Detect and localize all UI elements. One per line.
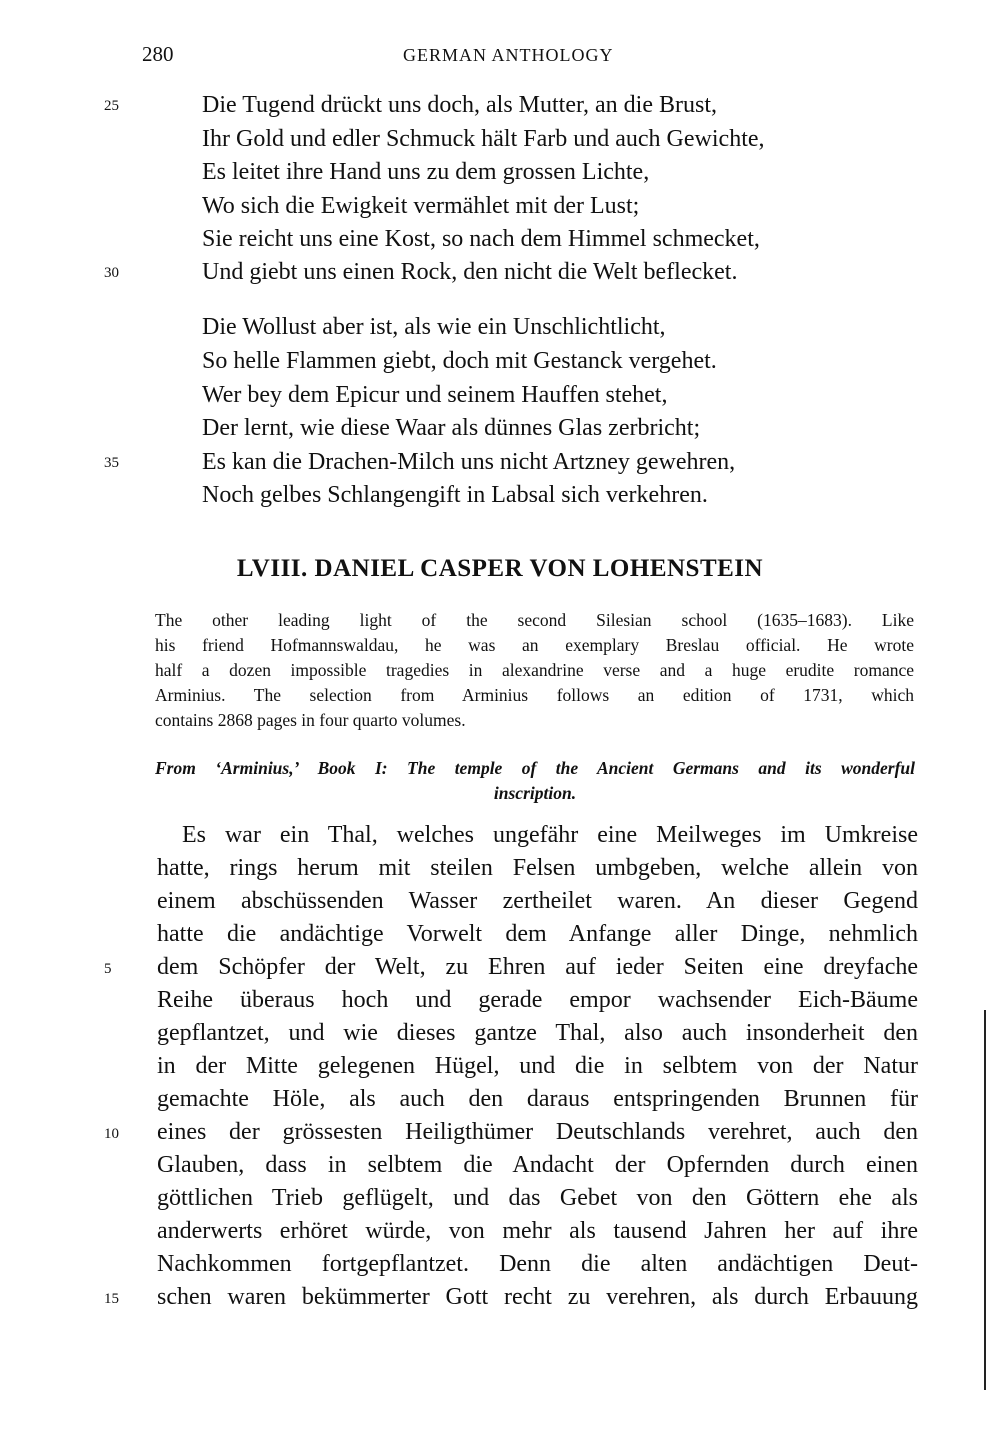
- line-number: 35: [104, 455, 119, 471]
- prose-line: gepflantzet, und wie dieses gantze Thal, also auch insonderheit den: [157, 1020, 918, 1046]
- caption-line: From ‘Arminius,’ Book I: The temple of the Ancient Germans and its wonderful: [155, 758, 915, 778]
- prose-line: dem Schöpfer der Welt, zu Ehren auf ieder Seiten eine dreyfache: [157, 954, 918, 980]
- intro-line: half a dozen impossible tragedies in alexandrine verse and a huge erudite romance: [155, 660, 914, 680]
- caption-line: inscription.: [493, 783, 577, 803]
- verse-line: Wo sich die Ewigkeit vermählet mit der Lust;: [202, 193, 640, 219]
- verse-line: Die Tugend drückt uns doch, als Mutter, an die Brust,: [202, 92, 717, 118]
- prose-line: Es war ein Thal, welches ungefähr eine Meilweges im Umkreise: [182, 822, 918, 848]
- verse-line: Es kan die Drachen-Milch uns nicht Artzney gewehren,: [202, 449, 736, 475]
- intro-line: Arminius. The selection from Arminius follows an edition of 1731, which: [155, 685, 914, 705]
- intro-line: his friend Hofmannswaldau, he was an exemplary Breslau official. He wrote: [155, 635, 914, 655]
- intro-line: The other leading light of the second Silesian school (1635–1683). Like: [155, 610, 914, 630]
- prose-line: in der Mitte gelegenen Hügel, und die in selbtem von der Natur: [157, 1053, 918, 1079]
- verse-line: Sie reicht uns eine Kost, so nach dem Himmel schmecket,: [202, 226, 760, 252]
- verse-line: Noch gelbes Schlangengift in Labsal sich verkehren.: [202, 482, 708, 508]
- line-number: 30: [104, 265, 119, 281]
- line-number: 15: [104, 1291, 119, 1307]
- prose-line: gemachte Höle, als auch den daraus entspringenden Brunnen für: [157, 1086, 918, 1112]
- verse-line: Ihr Gold und edler Schmuck hält Farb und auch Gewichte,: [202, 126, 765, 152]
- verse-line: Und giebt uns einen Rock, den nicht die Welt beflecket.: [202, 259, 738, 285]
- intro-line: contains 2868 pages in four quarto volumes.: [155, 710, 466, 730]
- prose-line: anderwerts erhöret würde, von mehr als tausend Jahren her auf ihre: [157, 1218, 918, 1244]
- verse-line: Die Wollust aber ist, als wie ein Unschlichtlicht,: [202, 314, 666, 340]
- prose-line: hatte die andächtige Vorwelt dem Anfange aller Dinge, nehmlich: [157, 921, 918, 947]
- page-number: 280: [142, 42, 174, 66]
- verse-line: Es leitet ihre Hand uns zu dem grossen Lichte,: [202, 159, 650, 185]
- prose-line: einem abschüssenden Wasser zertheilet waren. An dieser Gegend: [157, 888, 918, 914]
- line-number: 10: [104, 1126, 119, 1142]
- line-number: 25: [104, 98, 119, 114]
- section-heading: LVIII. DANIEL CASPER VON LOHENSTEIN: [236, 555, 764, 582]
- prose-line: Glauben, dass in selbtem die Andacht der Opfernden durch einen: [157, 1152, 918, 1178]
- line-number: 5: [104, 961, 112, 977]
- prose-line: schen waren bekümmerter Gott recht zu verehren, als durch Erbauung: [157, 1284, 918, 1310]
- scan-edge-line: [984, 1010, 986, 1390]
- prose-line: göttlichen Trieb geflügelt, und das Gebet von den Göttern ehe als: [157, 1185, 918, 1211]
- prose-line: eines der grössesten Heiligthümer Deutschlands verehret, auch den: [157, 1119, 918, 1145]
- prose-line: hatte, rings herum mit steilen Felsen umbgeben, welche allein von: [157, 855, 918, 881]
- prose-line: Reihe überaus hoch und gerade empor wachsender Eich-Bäume: [157, 987, 918, 1013]
- verse-line: So helle Flammen giebt, doch mit Gestanck vergehet.: [202, 348, 717, 374]
- prose-line: Nachkommen fortgepflantzet. Denn die alten andächtigen Deut-: [157, 1251, 918, 1277]
- running-title: GERMAN ANTHOLOGY: [403, 45, 614, 65]
- verse-line: Der lernt, wie diese Waar als dünnes Glas zerbricht;: [202, 415, 701, 441]
- verse-line: Wer bey dem Epicur und seinem Hauffen stehet,: [202, 382, 668, 408]
